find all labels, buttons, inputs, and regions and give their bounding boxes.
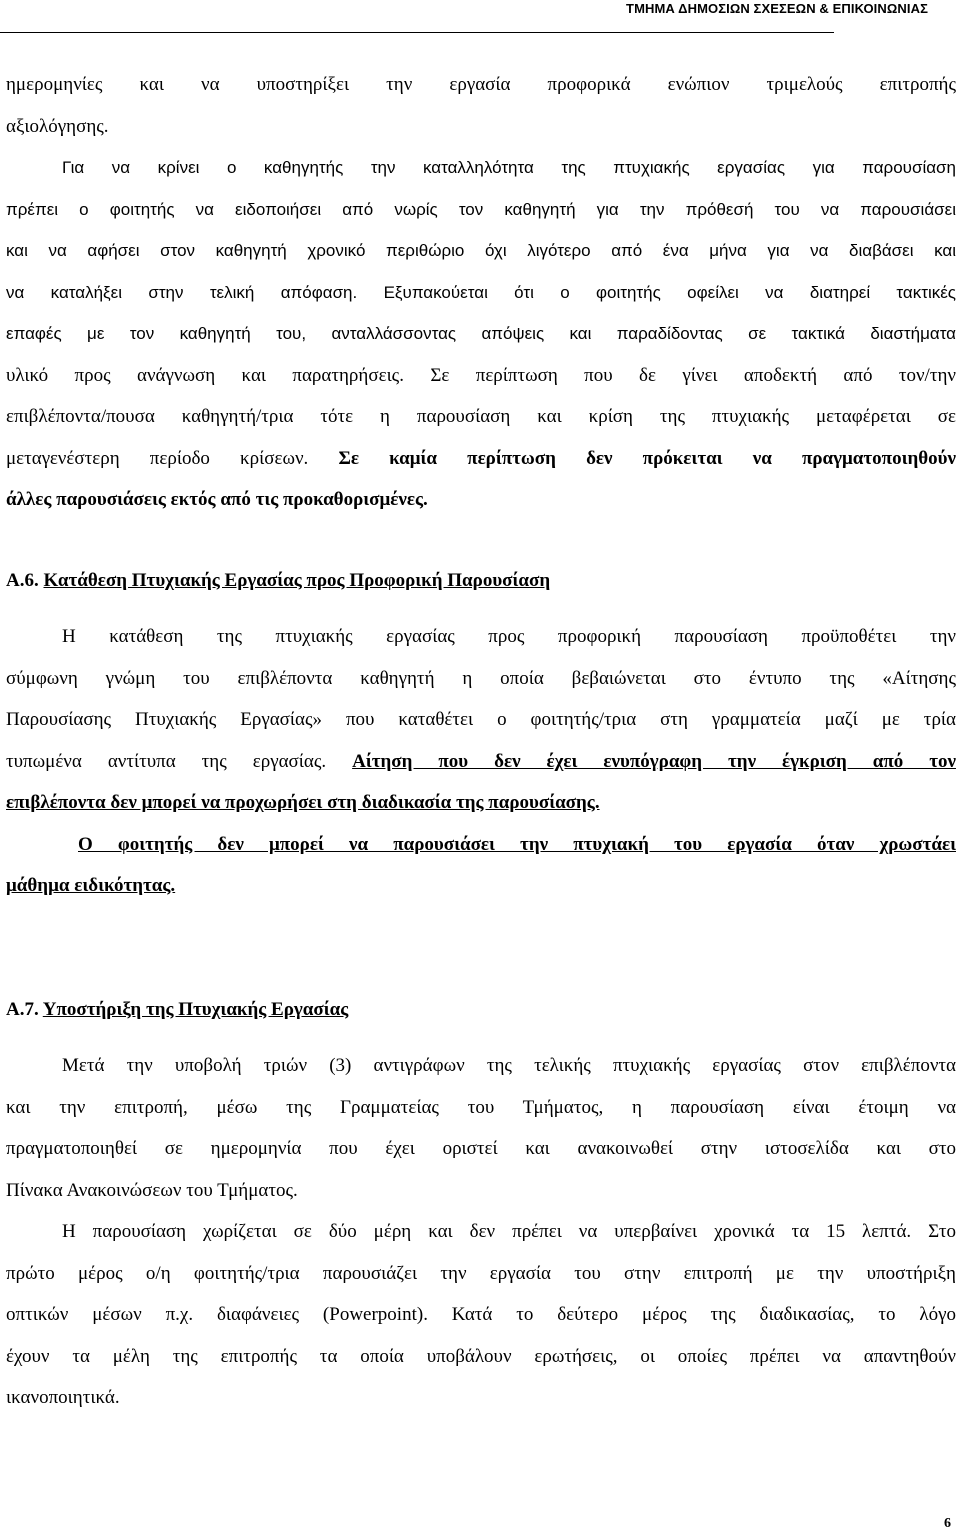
a7-p1-line-3: πραγματοποιηθεί σε ημερομηνία που έχει οριστεί και ανακοινωθεί στην ιστοσελίδα και στο: [6, 1138, 956, 1159]
para2-line-4: να καταλήξει στην τελική απόφαση. Εξυπακούεται ότι ο φοιτητής οφείλει να διατηρεί τακτικές: [6, 283, 956, 302]
section-a6-number: Α.6.: [6, 570, 39, 591]
department-title: ΤΜΗΜΑ ΔΗΜΟΣΙΩΝ ΣΧΕΣΕΩΝ & ΕΠΙΚΟΙΝΩΝΙΑΣ: [626, 1, 928, 16]
section-a6-heading: [6, 569, 550, 593]
a6-line-4-normal: τυπωμένα αντίτυπα της εργασίας.: [6, 751, 327, 772]
a7-p1-line-1: Μετά την υποβολή τριών (3) αντιγράφων της τελικής πτυχιακής εργασίας στον επιβλέποντα: [62, 1055, 956, 1076]
para2-line-1: Για να κρίνει ο καθηγητής την καταλληλότητα της πτυχιακής εργασίας για παρουσίαση: [62, 158, 956, 177]
a6-line-2: σύμφωνη γνώμη του επιβλέποντα καθηγητή η οποία βεβαιώνεται στο έντυπο της «Αίτησης: [6, 668, 956, 689]
header-rule: [0, 32, 834, 33]
para1-line-1: ημερομηνίες και να υποστηρίξει την εργασία προφορικά ενώπιον τριμελούς επιτροπής: [6, 74, 956, 95]
a6-line-4: [6, 750, 956, 774]
section-a7-number: Α.7.: [6, 999, 39, 1020]
para2-line-3: και να αφήσει στον καθηγητή χρονικό περιθώριο όχι λιγότερο από ένα μήνα για να διαβάσει και: [6, 241, 956, 260]
a6-line-5: επιβλέποντα δεν μπορεί να προχωρήσει στη διαδικασία της παρουσίασης.: [6, 792, 600, 813]
a7-p2-line-5: ικανοποιητικά.: [6, 1387, 120, 1408]
a7-p2-line-2: πρώτο μέρος ο/η φοιτητής/τρια παρουσιάζει την εργασία του στην επιτροπή με την υποστήριξη: [6, 1263, 956, 1284]
para2-line-5: επαφές με τον καθηγητή του, ανταλλάσσοντας απόψεις και παραδίδοντας σε τακτικά διαστήματα: [6, 324, 956, 343]
a6-line-3: Παρουσίασης Πτυχιακής Εργασίας» που καταθέτει ο φοιτητής/τρια στη γραμματεία μαζί με τρία: [6, 709, 956, 730]
section-a6-title: Κατάθεση Πτυχιακής Εργασίας προς Προφορική Παρουσίαση: [43, 570, 551, 591]
para2-line-8-bold: Σε καμία περίπτωση δεν πρόκειται να πραγματοποιηθούν: [338, 448, 957, 469]
a6-line-1: Η κατάθεση της πτυχιακής εργασίας προς προφορική παρουσίαση προϋποθέτει την: [62, 626, 956, 647]
para2-line-8: [6, 447, 956, 471]
a6-line-4-bold: Αίτηση που δεν έχει ενυπόγραφη την έγκριση από τον: [352, 751, 956, 772]
section-a7-title: Υποστήριξη της Πτυχιακής Εργασίας: [42, 999, 349, 1020]
para1-line-2: αξιολόγησης.: [6, 116, 109, 137]
a7-p2-line-3: οπτικών μέσων π.χ. διαφάνειες (Powerpoint). Κατά το δεύτερο μέρος της διαδικασίας, το λόγο: [6, 1304, 956, 1325]
a6-line-6: Ο φοιτητής δεν μπορεί να παρουσιάσει την πτυχιακή του εργασία όταν χρωστάει: [78, 834, 956, 855]
a6-line-7: μάθημα ειδικότητας.: [6, 875, 176, 896]
a7-p1-line-4: Πίνακα Ανακοινώσεων του Τμήματος.: [6, 1180, 298, 1201]
para2-line-6: υλικό προς ανάγνωση και παρατηρήσεις. Σε περίπτωση που δε γίνει αποδεκτή από τον/την: [6, 365, 956, 386]
a7-p1-line-2: και την επιτροπή, μέσω της Γραμματείας του Τμήματος, η παρουσίαση είναι έτοιμη να: [6, 1097, 956, 1118]
page-header: [0, 0, 960, 20]
a7-p2-line-1: Η παρουσίαση χωρίζεται σε δύο μέρη και δεν πρέπει να υπερβαίνει χρονικά τα 15 λεπτά. Στο: [62, 1221, 956, 1242]
para2-line-9: άλλες παρουσιάσεις εκτός από τις προκαθορισμένες.: [6, 489, 428, 510]
a7-p2-line-4: έχουν τα μέλη της επιτροπής τα οποία υποβάλουν ερωτήσεις, οι οποίες πρέπει να απαντηθούν: [6, 1346, 956, 1367]
para2-line-7: επιβλέποντα/πουσα καθηγητή/τρια τότε η παρουσίαση και κρίση της πτυχιακής μεταφέρεται σε: [6, 406, 956, 427]
para2-line-8-normal: μεταγενέστερη περίοδο κρίσεων.: [6, 448, 309, 469]
para2-line-2: πρέπει ο φοιτητής να ειδοποιήσει από νωρίς τον καθηγητή για την πρόθεσή του να παρουσιάσει: [6, 200, 956, 219]
section-a7-heading: [6, 998, 348, 1022]
page-number: 6: [944, 1516, 951, 1531]
